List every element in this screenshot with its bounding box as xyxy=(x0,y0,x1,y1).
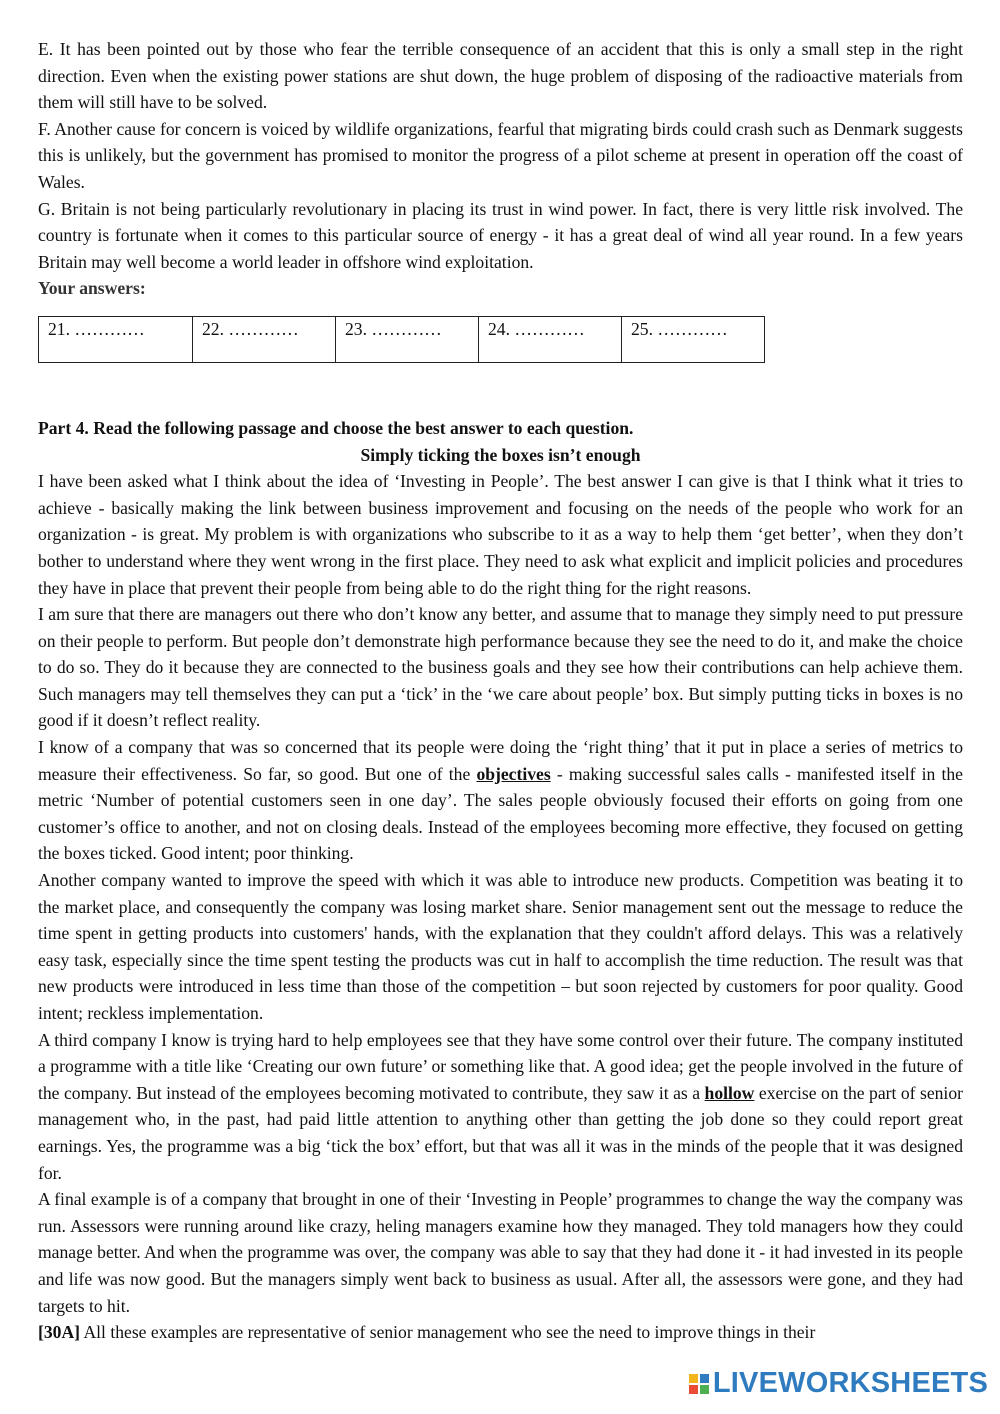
p7-text: All these examples are representative of senior management who see the need to improve things in their xyxy=(80,1322,816,1343)
logo-square-3 xyxy=(689,1385,698,1394)
passage-title: Simply ticking the boxes isn’t enough xyxy=(360,444,641,465)
p5-text-a: A third company I know is trying hard to help employees see that they have some control over their future. The company instituted a programme with a title like ‘Creating our own future’ or something like that. A good idea; get the people involved in the future of the company. But instead of the employees becoming motivated to contribute, they saw it as a xyxy=(38,1029,963,1103)
question-tag-30a: [30A] xyxy=(38,1322,81,1343)
p3-text-b: - making successful sales calls - manifested itself in the metric ‘Number of potential customers seen in one day’. The sales people obviously focused their efforts on going from one customer’s office to another, and not on closing deals. Instead of the employees becoming more effective, they focused on getting the boxes ticked. Good intent; poor thinking. xyxy=(38,763,963,864)
logo-text: LIVEWORKSHEETS xyxy=(712,1367,988,1399)
paragraph-g: G. Britain is not being particularly revolutionary in placing its trust in wind power. In fact, there is very little risk involved. The country is fortunate when it comes to this particular source of energy - it has a great deal of wind all year round. In a few years Britain may well become a world leader in offshore wind exploitation. xyxy=(38,198,963,272)
passage-paragraph-2: I am sure that there are managers out there who don’t know any better, and assume that to manage they simply need to put pressure on their people to perform. But people don’t demonstrate high performance because they see the need to do it, and make the choice to do so. They do it because they are connected to the business goals and they see how their contributions can help achieve them. Such managers may tell themselves they can put a ‘tick’ in the ‘we care about people’ box. But simply putting ticks in boxes is no good if it doesn’t reflect reality. xyxy=(38,604,963,731)
passage-paragraph-4: Another company wanted to improve the speed with which it was able to introduce new products. Competition was beating it to the market place, and consequently the company was losing market share. Senior management sent out the message to reduce the time spent in getting products into customers' hands, with the explanation that they couldn't afford delays. This was a relatively easy task, especially since the time spent testing the products was cut in half to accomplish the time reduction. The result was that new products were introduced in less time than those of the competition – but soon rejected by customers for poor quality. Good intent; reckless implementation. xyxy=(38,870,963,1023)
logo-square-2 xyxy=(700,1374,709,1383)
p3-text-a: I know of a company that was so concerned that its people were doing the ‘right thing’ that it put in place a series of metrics to measure their effectiveness. So far, so good. But one of the xyxy=(38,737,963,784)
passage-paragraph-3 xyxy=(38,734,963,867)
paragraph-f: F. Another cause for concern is voiced by wildlife organizations, fearful that migrating birds could crash such as Denmark suggests this is unlikely, but the government has promised to monitor the progress of a pilot scheme at present in operation off the coast of Wales. xyxy=(38,118,963,192)
answer-table xyxy=(38,316,765,363)
answer-cell-21[interactable]: 21. ………… xyxy=(39,316,193,362)
logo-grid-icon xyxy=(689,1374,709,1394)
answer-cell-23[interactable]: 23. ………… xyxy=(336,316,479,362)
liveworksheets-logo xyxy=(689,1367,988,1400)
logo-square-4 xyxy=(700,1385,709,1394)
keyword-objectives: objectives xyxy=(476,763,551,784)
p5-text-b: exercise on the part of senior management who, in the past, had paid little attention to anything other than getting the job done so they could report great earnings. Yes, the programme was a big ‘tick the box’ effort, but that was all it was in the minds of the people that it was designed for. xyxy=(38,1082,963,1183)
passage-paragraph-7 xyxy=(38,1319,963,1346)
passage-paragraph-5 xyxy=(38,1027,963,1187)
worksheet-page xyxy=(38,36,963,1346)
part4-heading: Part 4. Read the following passage and choose the best answer to each question. xyxy=(38,417,634,438)
keyword-hollow: hollow xyxy=(704,1082,755,1103)
logo-square-1 xyxy=(689,1374,698,1383)
passage-paragraph-1: I have been asked what I think about the idea of ‘Investing in People’. The best answer I can give is that I think what it tries to achieve - basically making the link between business improvement and focusing on the needs of the people who work for an organization - is great. My problem is with organizations who subscribe to it as a way to help them ‘get better’, when they don’t bother to understand where they went wrong in the first place. They need to ask what explicit and implicit policies and procedures they have in place that prevent their people from being able to do the right thing for the right reasons. xyxy=(38,471,963,598)
answer-cell-24[interactable]: 24. ………… xyxy=(479,316,622,362)
paragraph-e: E. It has been pointed out by those who fear the terrible consequence of an accident that this is only a small step in the right direction. Even when the existing power stations are shut down, the huge problem of disposing of the radioactive materials from them will still have to be solved. xyxy=(38,39,963,113)
answer-cell-25[interactable]: 25. ………… xyxy=(622,316,765,362)
passage-paragraph-6: A final example is of a company that brought in one of their ‘Investing in People’ programmes to change the way the company was run. Assessors were running around like crazy, heling managers examine how they managed. They told managers how they could manage better. And when the programme was over, the company was able to say that they had done it - it had invested in its people and life was now good. But the managers simply went back to business as usual. After all, the assessors were gone, and they had targets to hit. xyxy=(38,1189,963,1316)
answer-cell-22[interactable]: 22. ………… xyxy=(193,316,336,362)
answers-label: Your answers: xyxy=(38,278,146,299)
